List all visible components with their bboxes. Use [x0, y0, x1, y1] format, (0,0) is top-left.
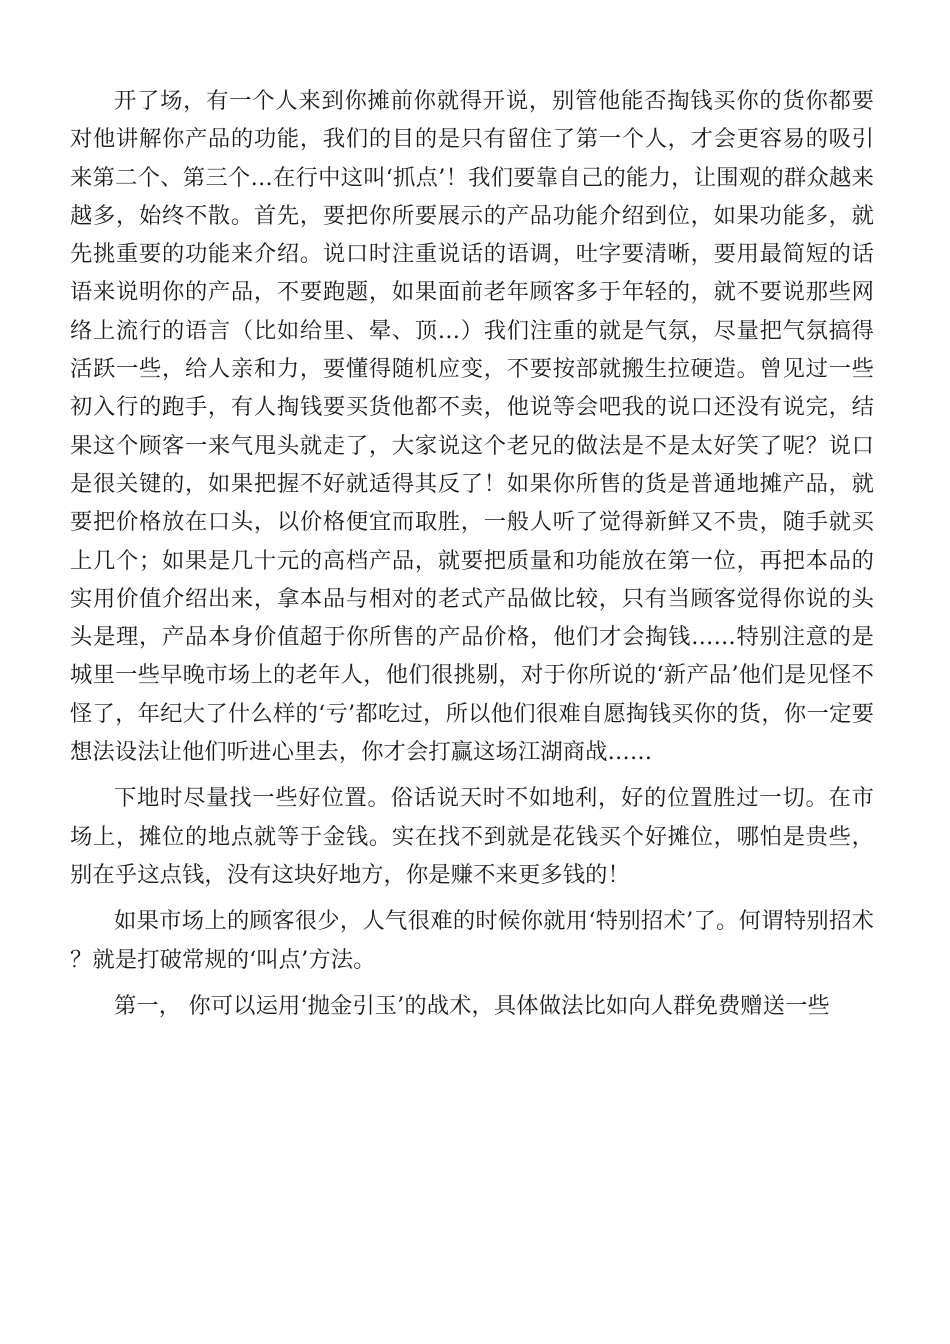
paragraph-4: 第一， 你可以运用‘抛金引玉’的战术，具体做法比如向人群免费赠送一些	[114, 992, 830, 1019]
paragraph-3: 如果市场上的顾客很少，人气很难的时候你就用‘特别招术’了。何谓特别招术？就是打破常规的‘叫点’方法。	[70, 908, 874, 973]
paragraph-2: 下地时尽量找一些好位置。俗话说天时不如地利，好的位置胜过一切。在市场上，摊位的地点就等于金钱。实在找不到就是花钱买个好摊位，哪怕是贵些，别在乎这点钱，没有这块好地方，你是赚不来更多钱的！	[70, 785, 874, 888]
document-body	[70, 82, 874, 1033]
paragraph-1: 开了场，有一个人来到你摊前你就得开说，别管他能否掏钱买你的货你都要对他讲解你产品的功能，我们的目的是只有留住了第一个人，才会更容易的吸引来第二个、第三个…在行中这叫‘抓点’！我们要靠自己的能力，让围观的群众越来越多，始终不散。首先，要把你所要展示的产品功能介绍到位，如果功能多，就先挑重要的功能来介绍。说口时注重说话的语调，吐字要清晰，要用最简短的话语来说明你的产品，不要跑题，如果面前老年顾客多于年轻的，就不要说那些网络上流行的语言（比如给里、晕、顶…）我们注重的就是气氛，尽量把气氛搞得活跃一些，给人亲和力，要懂得随机应变，不要按部就搬生拉硬造。曾见过一些初入行的跑手，有人掏钱要买货他都不卖，他说等会吧我的说口还没有说完，结果这个顾客一来气甩头就走了，大家说这个老兄的做法是不是太好笑了呢？说口是很关键的，如果把握不好就适得其反了！如果你所售的货是普通地摊产品，就要把价格放在口头，以价格便宜而取胜，一般人听了觉得新鲜又不贵，随手就买上几个；如果是几十元的高档产品，就要把质量和功能放在第一位，再把本品的实用价值介绍出来，拿本品与相对的老式产品做比较，只有当顾客觉得你说的头头是理，产品本身价值超于你所售的产品价格，他们才会掏钱……特别注意的是城里一些早晚市场上的老年人，他们很挑剔，对于你所说的‘新产品’他们是见怪不怪了，年纪大了什么样的‘亏’都吃过，所以他们很难自愿掏钱买你的货，你一定要想法设法让他们听进心里去，你才会打赢这场江湖商战……	[70, 88, 874, 766]
